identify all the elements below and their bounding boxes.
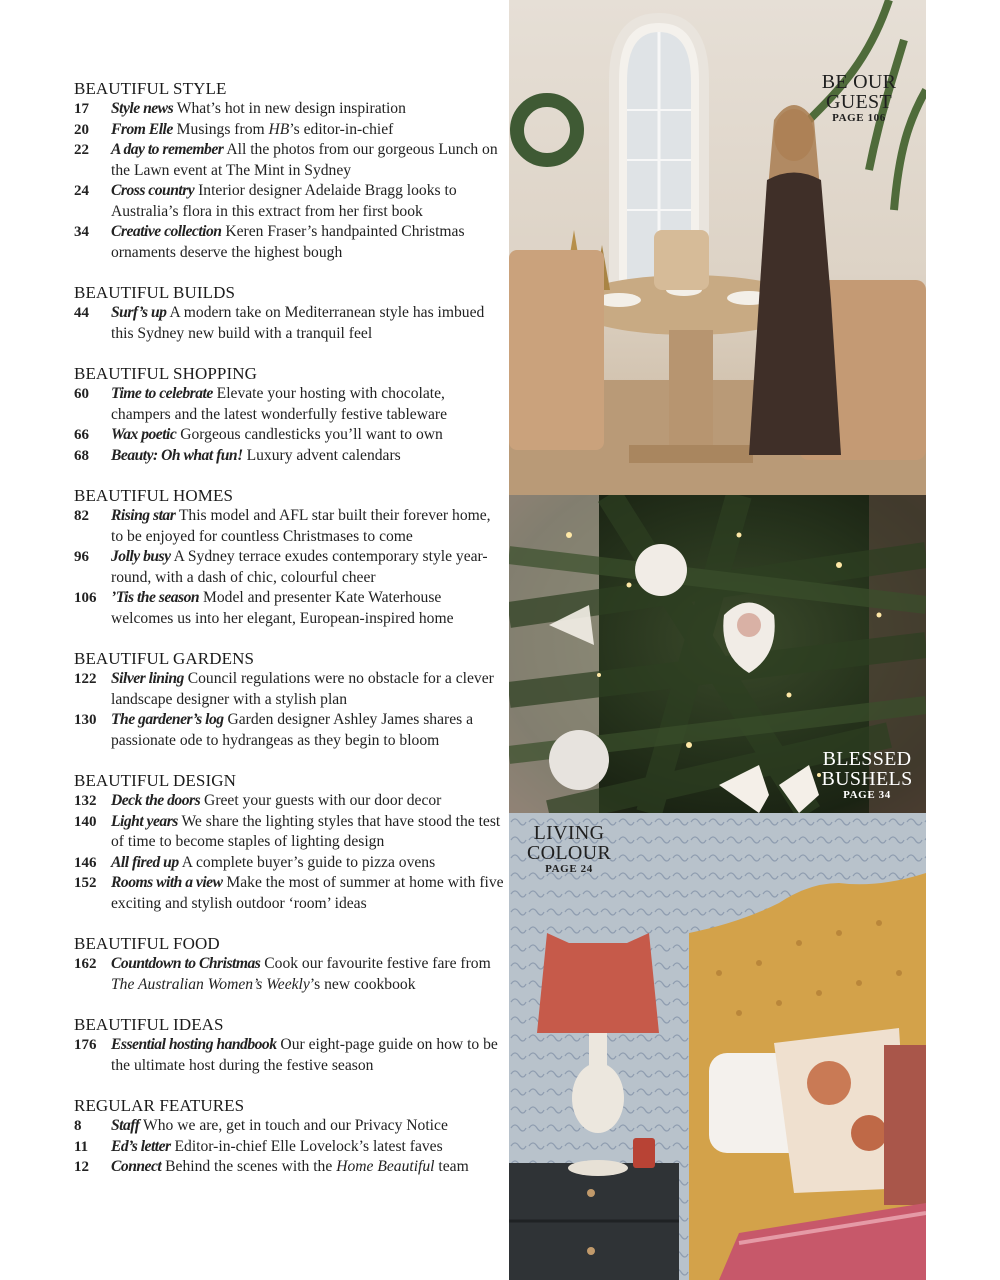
article-title: Connect bbox=[111, 1158, 162, 1175]
contents-entry[interactable] bbox=[74, 812, 504, 853]
article-description: Our eight-page guide on how to be the ultimate host during the festive season bbox=[111, 1036, 498, 1074]
section-title: BEAUTIFUL DESIGN bbox=[74, 771, 236, 790]
article-description: A modern take on Mediterranean style has imbued this Sydney new build with a tranquil feel bbox=[111, 304, 485, 342]
contents-entry[interactable] bbox=[74, 506, 504, 547]
article-description: A Sydney terrace exudes contemporary style year-round, with a dash of chic, colourful cheer bbox=[111, 548, 488, 586]
contents-entry[interactable] bbox=[74, 669, 504, 710]
article-title: Staff bbox=[111, 1117, 140, 1134]
article-description: This model and AFL star built their forever home, to be enjoyed for countless Christmases to come bbox=[111, 507, 491, 545]
article-title: Deck the doors bbox=[111, 792, 201, 809]
article-title: Light years bbox=[111, 812, 178, 830]
contents-entry[interactable] bbox=[74, 1116, 504, 1137]
contents-entry[interactable] bbox=[74, 384, 504, 425]
page-number: 60 bbox=[74, 386, 89, 402]
page-number: 96 bbox=[74, 549, 89, 565]
article-title: The gardener’s log bbox=[111, 711, 224, 728]
page-number: 122 bbox=[74, 671, 97, 687]
page-number: 132 bbox=[74, 793, 97, 809]
article-description: Keren Fraser’s handpainted Christmas ornaments deserve the highest bough bbox=[111, 223, 465, 261]
article-title: From Elle bbox=[111, 120, 173, 138]
contents-entry[interactable] bbox=[74, 99, 504, 120]
contents-entry[interactable] bbox=[74, 120, 504, 141]
article-description: Gorgeous candlesticks you’ll want to own bbox=[176, 426, 443, 443]
article-title: Creative collection bbox=[111, 223, 222, 240]
contents-entry[interactable] bbox=[74, 181, 504, 222]
article-description: Elevate your hosting with chocolate, champers and the latest wonderfully festive tableware bbox=[111, 385, 447, 423]
article-title: Ed’s letter bbox=[111, 1137, 171, 1155]
contents-section bbox=[74, 485, 504, 629]
article-description: All the photos from our gorgeous Lunch on the Lawn event at The Mint in Sydney bbox=[111, 141, 498, 179]
article-title: Style news bbox=[111, 100, 174, 117]
contents-section bbox=[74, 363, 504, 466]
contents-entry[interactable] bbox=[74, 1035, 504, 1076]
contents-entry[interactable] bbox=[74, 1157, 504, 1178]
section-title: BEAUTIFUL SHOPPING bbox=[74, 364, 257, 383]
contents-section bbox=[74, 78, 504, 263]
article-title: Jolly busy bbox=[111, 548, 171, 565]
contents-section bbox=[74, 648, 504, 751]
article-title: Cross country bbox=[111, 182, 195, 199]
article-title: Time to celebrate bbox=[111, 385, 213, 402]
page-number: 176 bbox=[74, 1037, 97, 1053]
article-description: ’s editor-in-chief bbox=[289, 120, 394, 138]
article-title: Rooms with a view bbox=[111, 874, 223, 891]
photo-column bbox=[509, 0, 926, 1280]
contents-entry[interactable] bbox=[74, 710, 504, 751]
page-number: 44 bbox=[74, 305, 89, 321]
contents-entry[interactable] bbox=[74, 303, 504, 344]
publication-name: Home Beautiful bbox=[336, 1158, 435, 1175]
article-description: Musings from bbox=[172, 120, 269, 138]
article-description: Model and presenter Kate Waterhouse welcomes us into her elegant, European-inspired home bbox=[111, 589, 454, 627]
contents-section bbox=[74, 933, 504, 995]
article-title: Essential hosting handbook bbox=[111, 1036, 277, 1053]
article-title: Silver lining bbox=[111, 670, 184, 687]
section-title: BEAUTIFUL HOMES bbox=[74, 486, 234, 505]
contents-entry[interactable] bbox=[74, 140, 504, 181]
article-description: Luxury advent calendars bbox=[242, 446, 401, 464]
article-title: Rising star bbox=[111, 507, 176, 524]
contents-entry[interactable] bbox=[74, 222, 504, 263]
section-title: BEAUTIFUL STYLE bbox=[74, 79, 227, 98]
caption-title: BE OUR bbox=[821, 71, 897, 93]
page-number: 162 bbox=[74, 956, 97, 972]
contents-section bbox=[74, 282, 504, 344]
contents-entry[interactable] bbox=[74, 425, 504, 446]
caption-page: PAGE 34 bbox=[843, 789, 891, 801]
section-title: REGULAR FEATURES bbox=[74, 1096, 245, 1115]
page-number: 11 bbox=[74, 1138, 89, 1155]
page-number: 22 bbox=[74, 142, 89, 158]
dining-room-photo bbox=[509, 0, 926, 495]
contents-entry[interactable] bbox=[74, 446, 504, 467]
page-number: 20 bbox=[74, 121, 89, 138]
article-title: Surf’s up bbox=[111, 304, 167, 321]
page-number: 140 bbox=[74, 813, 97, 830]
caption-title: BLESSED bbox=[822, 748, 912, 770]
article-description: Interior designer Adelaide Bragg looks to Australia’s flora in this extract from her first book bbox=[111, 182, 457, 220]
be-our-guest-caption bbox=[809, 72, 909, 124]
caption-title: GUEST bbox=[826, 91, 892, 113]
section-title: BEAUTIFUL FOOD bbox=[74, 934, 220, 953]
contents-entry[interactable] bbox=[74, 873, 504, 914]
bedroom-photo bbox=[509, 813, 926, 1280]
article-description: Who we are, get in touch and our Privacy Notice bbox=[139, 1117, 448, 1134]
section-title: BEAUTIFUL IDEAS bbox=[74, 1015, 224, 1034]
article-title: ’Tis the season bbox=[111, 589, 200, 606]
article-description: ’s new cookbook bbox=[309, 975, 416, 993]
table-of-contents bbox=[74, 78, 504, 1197]
page-number: 34 bbox=[74, 224, 89, 240]
contents-entry[interactable] bbox=[74, 588, 504, 629]
caption-title: LIVING bbox=[533, 822, 605, 844]
article-title: All fired up bbox=[111, 853, 179, 871]
article-description: Council regulations were no obstacle for a clever landscape designer with a stylish plan bbox=[111, 670, 494, 708]
article-description: A complete buyer’s guide to pizza ovens bbox=[178, 853, 436, 871]
page-number: 17 bbox=[74, 101, 89, 117]
contents-section bbox=[74, 1095, 504, 1178]
contents-entry[interactable] bbox=[74, 791, 504, 812]
contents-entry[interactable] bbox=[74, 1137, 504, 1158]
page-number: 130 bbox=[74, 712, 97, 728]
publication-name: The Australian Women’s Weekly bbox=[111, 975, 310, 993]
caption-page: PAGE 24 bbox=[545, 863, 593, 875]
page-number: 106 bbox=[74, 590, 97, 606]
bedroom-illustration bbox=[509, 813, 926, 1280]
page-number: 24 bbox=[74, 183, 89, 199]
page-number: 152 bbox=[74, 875, 97, 891]
contents-entry[interactable] bbox=[74, 853, 504, 874]
page-number: 8 bbox=[74, 1118, 82, 1134]
article-description: Garden designer Ashley James shares a passionate ode to hydrangeas as they begin to bloom bbox=[111, 711, 474, 749]
article-title: Beauty: Oh what fun! bbox=[111, 446, 243, 464]
article-description: Behind the scenes with the bbox=[161, 1158, 337, 1175]
page-number: 66 bbox=[74, 427, 89, 443]
contents-section bbox=[74, 770, 504, 914]
page-number: 82 bbox=[74, 508, 89, 524]
christmas-tree-photo bbox=[509, 495, 926, 813]
article-title: Wax poetic bbox=[111, 426, 177, 443]
section-title: BEAUTIFUL BUILDS bbox=[74, 283, 236, 302]
blessed-bushels-caption bbox=[812, 749, 922, 801]
contents-entry[interactable] bbox=[74, 547, 504, 588]
article-description: Editor-in-chief Elle Lovelock’s latest faves bbox=[170, 1137, 443, 1155]
contents-section bbox=[74, 1014, 504, 1076]
publication-name: HB bbox=[268, 120, 290, 138]
article-description: Cook our favourite festive fare from bbox=[260, 955, 491, 972]
contents-entry[interactable] bbox=[74, 954, 504, 995]
article-description: Greet your guests with our door decor bbox=[200, 792, 442, 809]
article-description: What’s hot in new design inspiration bbox=[173, 100, 406, 117]
page-number: 12 bbox=[74, 1159, 89, 1175]
article-description: Make the most of summer at home with five exciting and stylish outdoor ‘room’ ideas bbox=[111, 874, 504, 912]
section-title: BEAUTIFUL GARDENS bbox=[74, 649, 255, 668]
living-colour-caption bbox=[519, 823, 619, 875]
caption-title: COLOUR bbox=[526, 842, 612, 864]
page-number: 146 bbox=[74, 854, 97, 871]
caption-page: PAGE 106 bbox=[832, 112, 886, 124]
article-title: A day to remember bbox=[111, 141, 224, 158]
article-title: Countdown to Christmas bbox=[111, 955, 261, 972]
article-description: team bbox=[434, 1158, 469, 1175]
caption-title: BUSHELS bbox=[821, 768, 913, 790]
article-description: We share the lighting styles that have stood the test of time to become staples of lighting design bbox=[111, 812, 501, 850]
page-number: 68 bbox=[74, 447, 89, 464]
